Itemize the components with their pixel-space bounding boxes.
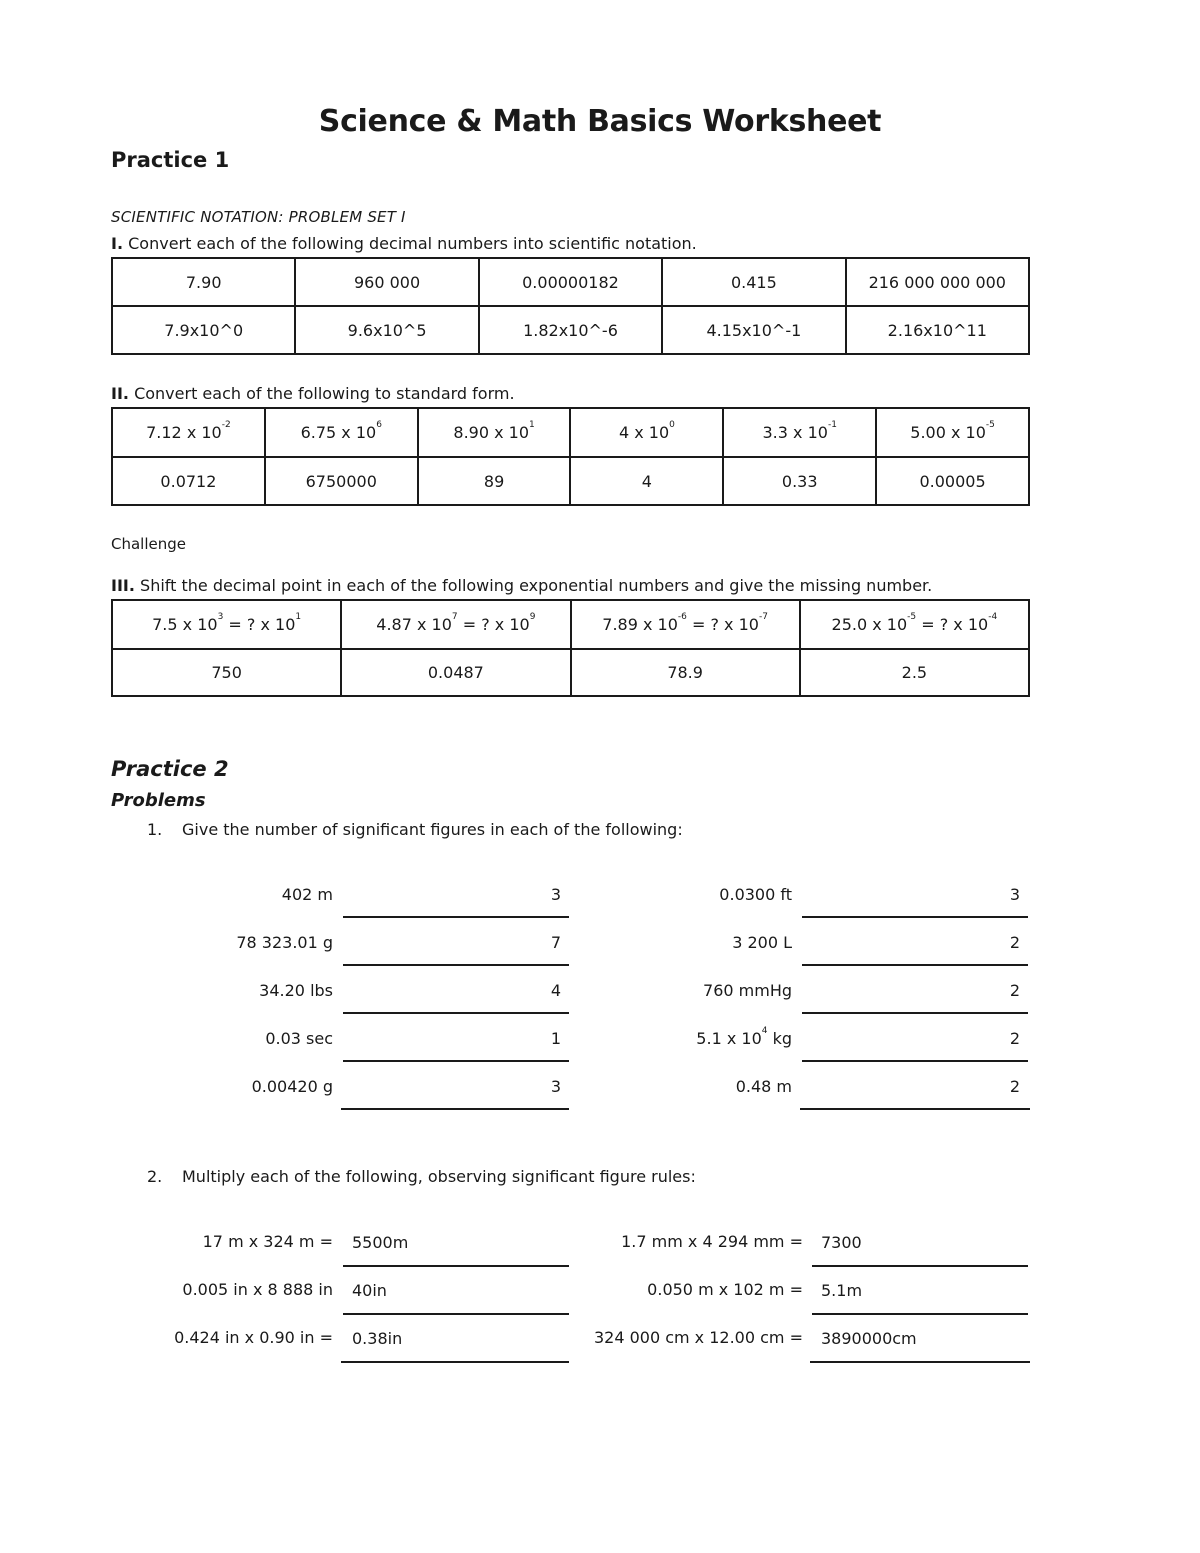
question-1-text: Give the number of significant figures in each of the following: (182, 820, 683, 839)
question-rhs: = ? x 10 (686, 615, 759, 634)
part-3-table (111, 599, 1030, 697)
sigfig-left-answer: 7 (550, 933, 561, 952)
worksheet-title: Science & Math Basics Worksheet (318, 104, 882, 139)
part-2-answer: 89 (418, 457, 571, 505)
question-rhs: = ? x 10 (457, 615, 530, 634)
multiply-left-answer-line[interactable] (343, 1231, 569, 1267)
part-3-roman: III. (111, 576, 135, 595)
sigfig-left-answer-line[interactable] (343, 1026, 569, 1062)
question-exponent: -5 (907, 612, 917, 622)
part-2-answer: 4 (570, 457, 723, 505)
question-exponent: 3 (217, 612, 224, 622)
question-lhs: 7.89 x 10 (602, 615, 678, 634)
part-1-instruction (111, 234, 697, 253)
sigfig-right-label (600, 1026, 792, 1048)
question-exponent: 7 (451, 612, 458, 622)
multiply-right-label: 0.050 m x 102 m = (647, 1280, 803, 1299)
sigfig-left-answer: 3 (550, 885, 561, 904)
part-2-answer: 0.0712 (112, 457, 265, 505)
sigfig-right-answer: 3 (1009, 885, 1020, 904)
question-exponent: -6 (677, 612, 687, 622)
part-2-question (723, 408, 876, 457)
question-exponent: 9 (529, 612, 536, 622)
question-base: 4 x 10 (618, 423, 670, 442)
sigfig-left-label: 34.20 lbs (259, 981, 333, 1000)
question-exponent: -7 (758, 612, 768, 622)
sigfig-right-answer-line[interactable] (802, 882, 1028, 918)
question-exponent: 1 (295, 612, 302, 622)
multiply-right-answer: 5.1m (821, 1281, 863, 1300)
part-2-answer: 0.33 (723, 457, 876, 505)
question-2-prompt (147, 1167, 696, 1186)
part-1-question: 0.415 (662, 258, 845, 306)
part-3-answer: 750 (112, 649, 341, 696)
sigfig-right-answer-line[interactable] (802, 1026, 1028, 1062)
multiply-left-label: 0.424 in x 0.90 in = (174, 1328, 333, 1347)
problems-subheading: Problems (111, 790, 206, 811)
part-3-answer: 78.9 (571, 649, 800, 696)
part-2-question (112, 408, 265, 457)
multiply-left-answer-line[interactable] (343, 1279, 569, 1315)
sigfig-right-label: 3 200 L (732, 933, 792, 952)
question-base: 6.75 x 10 (300, 423, 377, 442)
sigfig-left-answer: 3 (550, 1077, 561, 1096)
multiply-right-answer: 3890000cm (821, 1329, 917, 1348)
part-3-answer: 2.5 (800, 649, 1029, 696)
question-base: 3.3 x 10 (762, 423, 828, 442)
sigfig-left-label: 0.00420 g (251, 1077, 333, 1096)
part-2-answer: 6750000 (265, 457, 418, 505)
part-3-question (571, 600, 800, 649)
label-unit: kg (767, 1029, 792, 1048)
sigfig-left-answer-line[interactable] (343, 882, 569, 918)
part-1-text: Convert each of the following decimal numbers into scientific notation. (128, 234, 697, 253)
challenge-label: Challenge (111, 535, 186, 553)
part-3-instruction (111, 576, 932, 595)
sigfig-right-answer: 2 (1009, 1029, 1020, 1048)
part-1-question: 960 000 (295, 258, 478, 306)
sigfig-right-label: 0.0300 ft (719, 885, 792, 904)
part-1-answer: 4.15x10^-1 (662, 306, 845, 354)
part-2-table (111, 407, 1030, 506)
question-base: 8.90 x 10 (453, 423, 530, 442)
question-exponent: 0 (669, 420, 675, 430)
question-1-number: 1. (147, 820, 163, 839)
part-2-question (570, 408, 723, 457)
question-exponent: 6 (376, 420, 382, 430)
question-1-prompt (147, 820, 683, 839)
sigfig-right-label: 760 mmHg (703, 981, 792, 1000)
part-2-question (418, 408, 571, 457)
part-3-question (800, 600, 1029, 649)
multiply-left-label: 17 m x 324 m = (202, 1232, 333, 1251)
multiply-right-label: 1.7 mm x 4 294 mm = (621, 1232, 803, 1251)
practice-1-heading: Practice 1 (111, 148, 230, 172)
sigfig-right-answer: 2 (1009, 981, 1020, 1000)
question-exponent: -1 (827, 420, 837, 430)
question-exponent: -5 (985, 420, 995, 430)
multiply-left-answer: 5500m (352, 1233, 409, 1252)
label-base: 5.1 x 10 (696, 1029, 762, 1048)
multiply-right-label: 324 000 cm x 12.00 cm = (593, 1328, 803, 1347)
part-3-text: Shift the decimal point in each of the following exponential numbers and give the missing number. (140, 576, 933, 595)
problem-set-label: SCIENTIFIC NOTATION: PROBLEM SET I (111, 208, 406, 226)
sigfig-right-answer: 2 (1009, 933, 1020, 952)
multiply-left-answer: 40in (352, 1281, 387, 1300)
question-2-number: 2. (147, 1167, 163, 1186)
part-1-question: 7.90 (112, 258, 295, 306)
part-2-question (876, 408, 1029, 457)
part-1-answer: 2.16x10^11 (846, 306, 1029, 354)
part-1-question: 0.00000182 (479, 258, 662, 306)
part-3-answer: 0.0487 (341, 649, 570, 696)
question-exponent: 1 (529, 420, 535, 430)
sigfig-right-answer-line[interactable] (802, 978, 1028, 1014)
part-2-text: Convert each of the following to standard form. (134, 384, 515, 403)
part-1-answer: 7.9x10^0 (112, 306, 295, 354)
part-3-question (112, 600, 341, 649)
multiply-left-label: 0.005 in x 8 888 in (182, 1280, 333, 1299)
question-base: 7.12 x 10 (146, 423, 222, 442)
question-base: 5.00 x 10 (910, 423, 986, 442)
part-1-roman: I. (111, 234, 124, 253)
sigfig-left-label: 78 323.01 g (236, 933, 333, 952)
part-2-answer: 0.00005 (876, 457, 1029, 505)
sigfig-left-answer-line[interactable] (341, 1074, 569, 1110)
question-rhs: = ? x 10 (916, 615, 989, 634)
question-lhs: 4.87 x 10 (376, 615, 452, 634)
sigfig-right-label: 0.48 m (735, 1077, 792, 1096)
multiply-right-answer-line[interactable] (812, 1279, 1028, 1315)
question-2-text: Multiply each of the following, observing significant figure rules: (182, 1167, 696, 1186)
part-1-table (111, 257, 1030, 355)
multiply-right-answer: 7300 (821, 1233, 862, 1252)
sigfig-left-answer-line[interactable] (343, 930, 569, 966)
part-1-answer: 9.6x10^5 (295, 306, 478, 354)
sigfig-right-answer-line[interactable] (802, 930, 1028, 966)
part-2-instruction (111, 384, 515, 403)
multiply-right-answer-line[interactable] (812, 1231, 1028, 1267)
sigfig-right-answer-line[interactable] (800, 1074, 1030, 1110)
part-1-answer: 1.82x10^-6 (479, 306, 662, 354)
part-3-question (341, 600, 570, 649)
question-exponent: -2 (221, 420, 231, 430)
sigfig-right-answer: 2 (1009, 1077, 1020, 1096)
part-2-question (265, 408, 418, 457)
multiply-right-answer-line[interactable] (810, 1327, 1030, 1363)
question-exponent: -4 (988, 612, 998, 622)
question-lhs: 25.0 x 10 (831, 615, 908, 634)
sigfig-left-answer: 1 (550, 1029, 561, 1048)
multiply-left-answer-line[interactable] (341, 1327, 569, 1363)
sigfig-left-answer: 4 (550, 981, 561, 1000)
sigfig-left-label: 0.03 sec (265, 1029, 333, 1048)
question-rhs: = ? x 10 (223, 615, 296, 634)
practice-2-heading: Practice 2 (111, 757, 229, 781)
sigfig-left-label: 402 m (281, 885, 333, 904)
label-exponent: 4 (761, 1026, 768, 1036)
question-lhs: 7.5 x 10 (152, 615, 218, 634)
multiply-left-answer: 0.38in (352, 1329, 403, 1348)
part-1-question: 216 000 000 000 (846, 258, 1029, 306)
sigfig-left-answer-line[interactable] (343, 978, 569, 1014)
part-2-roman: II. (111, 384, 129, 403)
